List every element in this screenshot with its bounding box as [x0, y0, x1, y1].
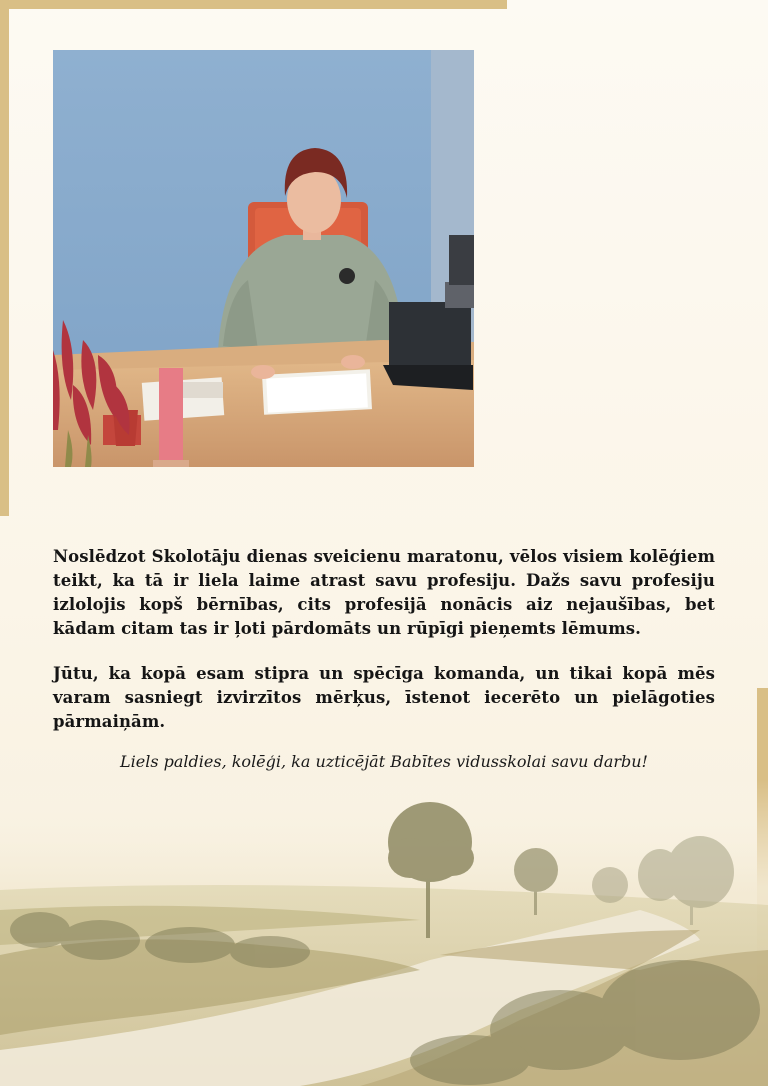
landscape-illustration — [0, 780, 768, 1086]
paragraph-1: Noslēdzot Skolotāju dienas sveicienu maratonu, vēlos visiem kolēģiem teikt, ka tā ir liela laime atrast savu profesiju. Dažs savu profesiju izlolojis kopš bērnības, cits profesijā nonācis aiz nejaušības, bet kādam citam tas ir ļoti pārdomāts un rūpīgi pieņemts lēmums. — [53, 547, 715, 638]
portrait-photo — [53, 50, 474, 467]
message-text — [53, 545, 715, 755]
paragraph-2: Jūtu, ka kopā esam stipra un spēcīga komanda, un tikai kopā mēs varam sasniegt izvirzītos mērķus, īstenot iecerēto un pielāgoties pārmaiņām. — [53, 664, 715, 731]
frame-top-border — [0, 0, 507, 9]
frame-left-border — [0, 0, 9, 516]
thanks-line: Liels paldies, kolēģi, ka uzticējāt Babītes vidusskolai savu darbu! — [120, 752, 648, 771]
